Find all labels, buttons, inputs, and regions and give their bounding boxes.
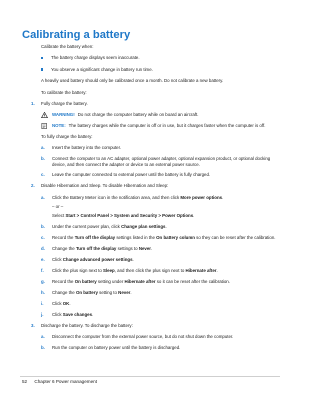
substep-letter: i. xyxy=(41,301,44,307)
substep: i. Click OK. xyxy=(41,301,71,307)
substep: c. Leave the computer connected to external power until the battery is fully charged. xyxy=(41,172,211,178)
step-number: 2. xyxy=(31,183,35,189)
step-number: 3. xyxy=(31,323,35,329)
section-body xyxy=(31,44,285,356)
substep-letter: a. xyxy=(41,194,45,200)
step-number: 1. xyxy=(31,100,35,106)
substep: b. Under the current power plan, click Change plan settings. xyxy=(41,224,167,230)
step-2-text: Disable Hibernation and Sleep. To disable Hibernation and Sleep: xyxy=(41,183,169,189)
substep-letter: f. xyxy=(41,268,44,274)
substep: e. Click Change advanced power settings. xyxy=(41,257,134,263)
substep: b. Connect the computer to an AC adapter, optional power adapter, optional expansion product, or optional docking device, and then connect the adapter or device to an external power source. xyxy=(41,155,271,167)
note-notice xyxy=(41,123,285,129)
substep-letter: b. xyxy=(41,345,45,351)
substep-letter: g. xyxy=(41,279,45,285)
step-3 xyxy=(31,323,285,351)
note-label: NOTE: xyxy=(52,122,66,128)
substep: j. Click Save changes. xyxy=(41,312,94,318)
warning-icon xyxy=(41,112,48,118)
intro-text: Calibrate the battery when: xyxy=(41,44,94,49)
substep-letter: d. xyxy=(41,246,45,252)
substep-letter: b. xyxy=(41,224,45,230)
step-2 xyxy=(31,183,285,318)
substep: a. Click the Battery Meter icon in the notification area, and then click More power options. – or – Select Start > Control Panel > System and Security > Power Options. xyxy=(41,195,285,219)
substep-letter: j. xyxy=(41,312,44,318)
substep-letter: c. xyxy=(41,172,45,178)
substep: b. Run the computer on battery power until the battery is discharged. xyxy=(41,345,181,351)
step-1 xyxy=(31,100,285,178)
substep-letter: e. xyxy=(41,257,45,263)
substep-letter: a. xyxy=(41,144,45,150)
substep: g. Record the On battery setting under Hibernate after so it can be reset after the calibration. xyxy=(41,279,230,285)
bullet-icon xyxy=(41,68,43,70)
page-number: 52 xyxy=(22,379,28,384)
substep-letter: c. xyxy=(41,235,45,241)
substep-letter: h. xyxy=(41,290,45,296)
substep: d. Change the Turn off the display settings to Never. xyxy=(41,246,153,252)
paragraph-frequency: A heavily used battery should only be calibrated once a month. Do not calibrate a new battery. xyxy=(41,78,224,84)
warning-label: WARNING! xyxy=(52,112,75,118)
substep: f. Click the plus sign next to Sleep, and then click the plus sign next to Hibernate after. xyxy=(41,268,218,274)
warning-notice xyxy=(41,112,285,118)
page-footer xyxy=(22,379,97,384)
condition-list xyxy=(41,55,285,72)
paragraph-lead: To calibrate the battery: xyxy=(41,89,87,95)
list-item: The battery charge displays seem inaccurate. xyxy=(41,55,285,61)
substep: h. Change the On battery setting to Never. xyxy=(41,290,132,296)
section-heading: Calibrating a battery xyxy=(22,29,131,41)
substep: a. Disconnect the computer from the external power source, but do not shut down the computer. xyxy=(41,334,234,340)
substep: a. Insert the battery into the computer. xyxy=(41,144,122,150)
warning-text: Do not charge the computer battery while on board an aircraft. xyxy=(77,112,199,118)
bullet-icon xyxy=(41,57,43,59)
step-3-text: Discharge the battery. To discharge the battery: xyxy=(41,323,133,329)
list-item: You observe a significant change in battery run time. xyxy=(41,67,285,73)
or-separator: – or – xyxy=(52,204,64,210)
footer-divider xyxy=(20,376,280,377)
step-1-lead: To fully charge the battery: xyxy=(41,133,93,139)
step-1-text: Fully charge the battery. xyxy=(41,100,88,106)
note-text: The battery charges while the computer is off or in use, but it charges faster when the computer is off. xyxy=(68,122,266,128)
chapter-label: Chapter 6 Power management xyxy=(34,379,97,384)
substep-letter: b. xyxy=(41,155,45,161)
note-icon xyxy=(41,123,48,129)
substep-letter: a. xyxy=(41,334,45,340)
substep: c. Record the Turn off the display settings listed in the On battery column so they can be reset after the calibration. xyxy=(41,235,276,241)
